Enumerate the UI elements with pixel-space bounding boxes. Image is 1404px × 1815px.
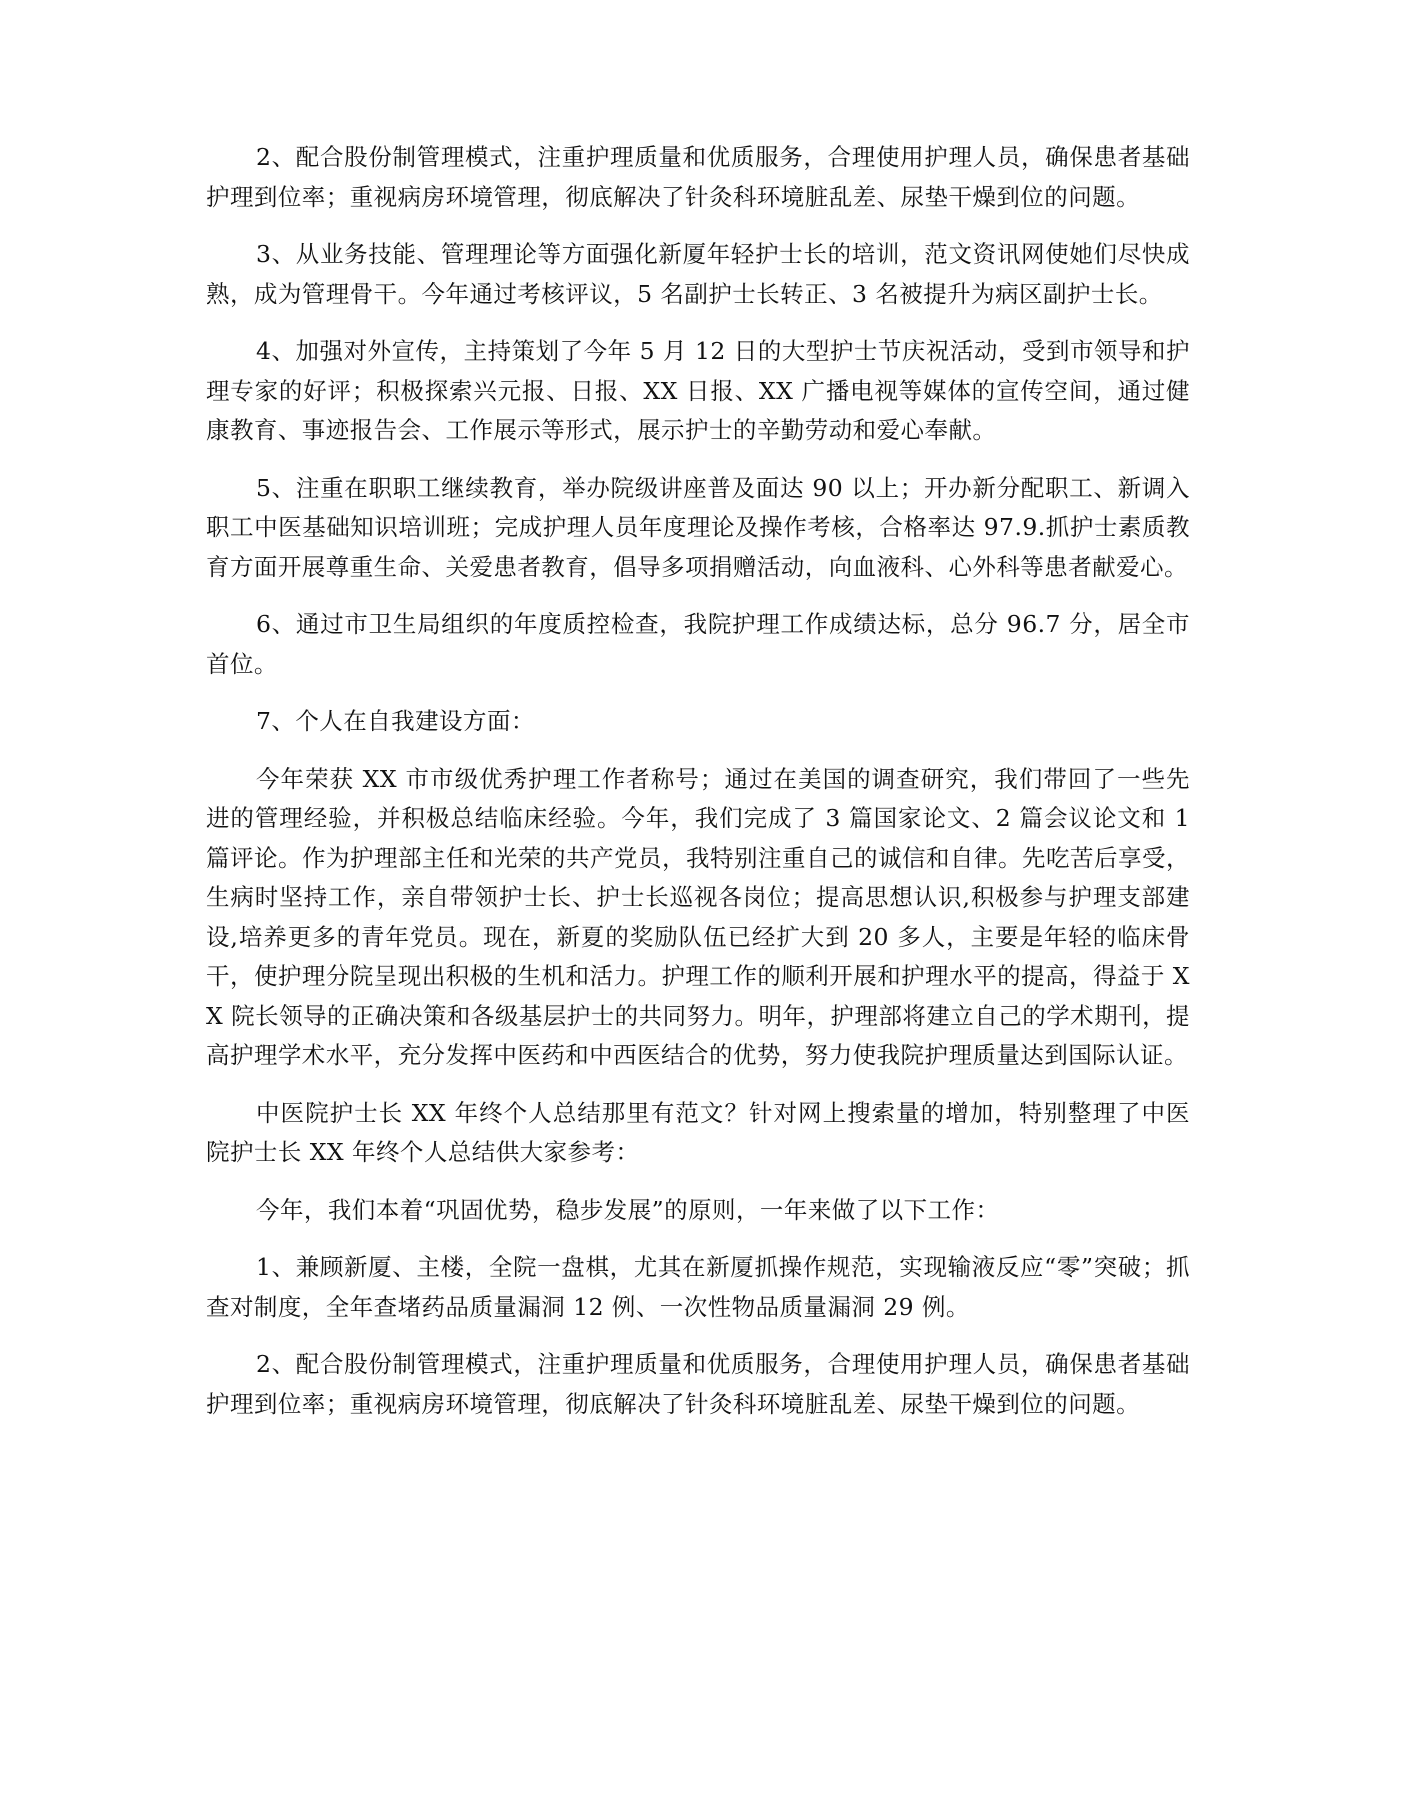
- paragraph-summary-intro: 中医院护士长 XX 年终个人总结那里有范文？针对网上搜索量的增加，特别整理了中医院护士长 XX 年终个人总结供大家参考：: [206, 1098, 1190, 1166]
- paragraph-item-3: 3、从业务技能、管理理论等方面强化新厦年轻护士长的培训，范文资讯网使她们尽快成熟，成为管理骨干。今年通过考核评议，5 名副护士长转正、3 名被提升为病区副护士长。: [206, 240, 1190, 308]
- paragraph-item-4: 4、加强对外宣传，主持策划了今年 5 月 12 日的大型护士节庆祝活动，受到市领导和护理专家的好评；积极探索兴元报、日报、XX 日报、XX 广播电视等媒体的宣传空间，通过健康教育、事迹报告会、工作展示等形式，展示护士的辛勤劳动和爱心奉献。: [206, 337, 1190, 444]
- document-page: [206, 138, 1190, 1442]
- paragraph-self-building: 今年荣获 XX 市市级优秀护理工作者称号；通过在美国的调查研究，我们带回了一些先进的管理经验，并积极总结临床经验。今年，我们完成了 3 篇国家论文、2 篇会议论文和 1 篇评论。作为护理部主任和光荣的共产党员，我特别注重自己的诚信和自律。先吃苦后享受，生病时坚持工作，亲自带领护士长、护士长巡视各岗位；提高思想认识,积极参与护理支部建设,培养更多的青年党员。现在，新夏的奖励队伍已经扩大到 20 多人，主要是年轻的临床骨干，使护理分院呈现出积极的生机和活力。护理工作的顺利开展和护理水平的提高，得益于 XX 院长领导的正确决策和各级基层护士的共同努力。明年，护理部将建立自己的学术期刊，提高护理学术水平，充分发挥中医药和中西医结合的优势，努力使我院护理质量达到国际认证。: [206, 764, 1190, 1069]
- paragraph-item-2-repeat-top: 2、配合股份制管理模式，注重护理质量和优质服务，合理使用护理人员，确保患者基础护理到位率；重视病房环境管理，彻底解决了针灸科环境脏乱差、尿垫干燥到位的问题。: [206, 143, 1190, 211]
- paragraph-item-5: 5、注重在职职工继续教育，举办院级讲座普及面达 90 以上；开办新分配职工、新调入职工中医基础知识培训班；完成护理人员年度理论及操作考核，合格率达 97.9.抓护士素质教育方面开展尊重生命、关爱患者教育，倡导多项捐赠活动，向血液科、心外科等患者献爱心。: [206, 473, 1190, 581]
- paragraph-year-principle: 今年，我们本着“巩固优势，稳步发展”的原则，一年来做了以下工作：: [256, 1195, 1000, 1224]
- paragraph-item-1: 1、兼顾新厦、主楼，全院一盘棋，尤其在新厦抓操作规范，实现输液反应“零”突破；抓查对制度，全年查堵药品质量漏洞 12 例、一次性物品质量漏洞 29 例。: [206, 1253, 1190, 1321]
- paragraph-item-7: 7、个人在自我建设方面：: [256, 707, 535, 735]
- paragraph-item-2-repeat-bottom: 2、配合股份制管理模式，注重护理质量和优质服务，合理使用护理人员，确保患者基础护理到位率；重视病房环境管理，彻底解决了针灸科环境脏乱差、尿垫干燥到位的问题。: [206, 1350, 1190, 1418]
- paragraph-item-6: 6、通过市卫生局组织的年度质控检查，我院护理工作成绩达标，总分 96.7 分，居全市首位。: [206, 610, 1190, 678]
